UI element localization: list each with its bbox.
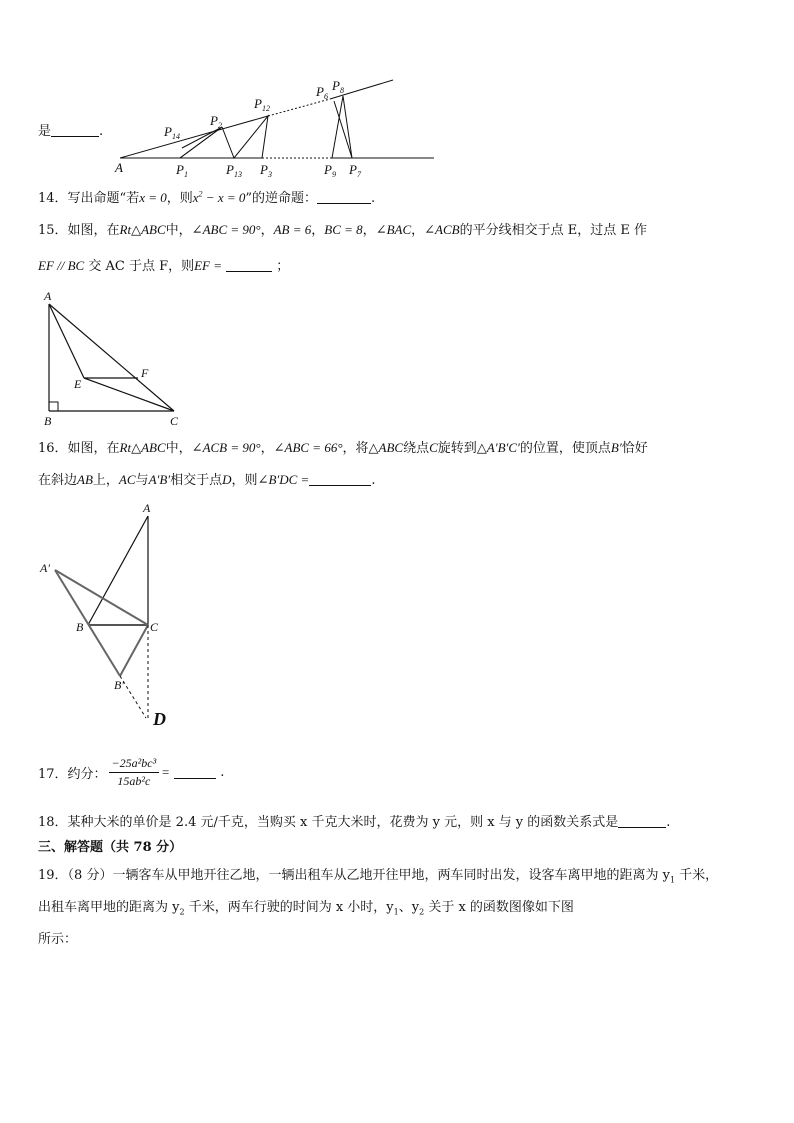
- label-P2: $P_2$: [210, 113, 222, 130]
- label-P6: $P_6$: [316, 84, 328, 101]
- label-P13: $P_{13}$: [226, 162, 242, 179]
- label-A: A: [143, 501, 151, 515]
- label-C: C: [170, 414, 179, 428]
- side-ApC: [55, 570, 148, 625]
- question-17: 17．约分： $\frac{\text{−25a²bc³}}{\text{15ab²c}}$ = .: [38, 756, 225, 788]
- label-C: C: [150, 620, 159, 634]
- question-19-line3: 所示：: [38, 932, 78, 947]
- question-16-line1: 16．如图，在Rt△ABC中，∠ACB = 90°，∠ABC = 66°，将△ABC绕点C旋转到△A′B′C′的位置，使顶点B′恰好: [38, 440, 648, 456]
- label-B: B: [76, 620, 84, 634]
- question-15-line2: EF // BC 交 AC 于点 F，则EF = ；: [38, 258, 290, 274]
- question-16-line2: 在斜边AB上，AC与A′B′相交于点D，则∠B′DC = .: [38, 472, 376, 488]
- label-F: F: [141, 366, 149, 380]
- question-14: 14．写出命题“若x = 0，则$x^2 - x = 0$”的逆命题： .: [38, 189, 376, 206]
- label-A: A: [115, 160, 123, 175]
- side-AB: [88, 516, 148, 625]
- label-A: A: [44, 289, 52, 303]
- label-P7: $P_7$: [349, 162, 361, 179]
- label-Bp: B′: [114, 678, 124, 692]
- q17-answer-blank[interactable]: [174, 766, 216, 779]
- question-19-line2: 出租车离甲地的距离为 $y_2$ 千米，两车行驶的时间为 x 小时，$y_1$、$y_2$ 关于 x 的函数图像如下图: [38, 900, 574, 917]
- question-15-line1: 15．如图，在Rt△ABC中，∠ABC = 90°，AB = 6，BC = 8，∠BAC，∠ACB的平分线相交于点 E，过点 E 作: [38, 222, 647, 238]
- q14-expr: $x^2 - x = 0$: [192, 189, 246, 205]
- section-3-title: 三、解答题（共 78 分）: [38, 840, 183, 855]
- label-P1: $P_1$: [176, 162, 188, 179]
- q17-fraction: $\frac{\text{−25a²bc³}}{\text{15ab²c}}$: [109, 756, 160, 789]
- q18-answer-blank[interactable]: [618, 815, 666, 828]
- q13-answer-line: 是 .: [38, 124, 104, 139]
- label-Ap: A′: [40, 561, 50, 575]
- label-P14: $P_{14}$: [164, 124, 180, 141]
- label-P3: $P_3$: [260, 162, 272, 179]
- label-E: E: [74, 377, 82, 391]
- label-P9: $P_9$: [324, 162, 336, 179]
- label-P8: $P_8$: [332, 78, 344, 95]
- side-ApBp: [55, 570, 120, 676]
- label-B: B: [44, 414, 52, 428]
- label-D: D: [153, 709, 166, 729]
- side-BpC: [120, 625, 148, 676]
- question-18: 18．某种大米的单价是 2.4 元/千克，当购买 x 千克大米时，花费为 y 元，则 x 与 y 的函数关系式是 .: [38, 815, 671, 830]
- label-P12: $P_{12}$: [254, 96, 270, 113]
- question-19-line1: 19．（8 分）一辆客车从甲地开往乙地，一辆出租车从乙地开往甲地，两车同时出发，设客车离甲地的距离为 $y_1$ 千米，: [38, 868, 719, 885]
